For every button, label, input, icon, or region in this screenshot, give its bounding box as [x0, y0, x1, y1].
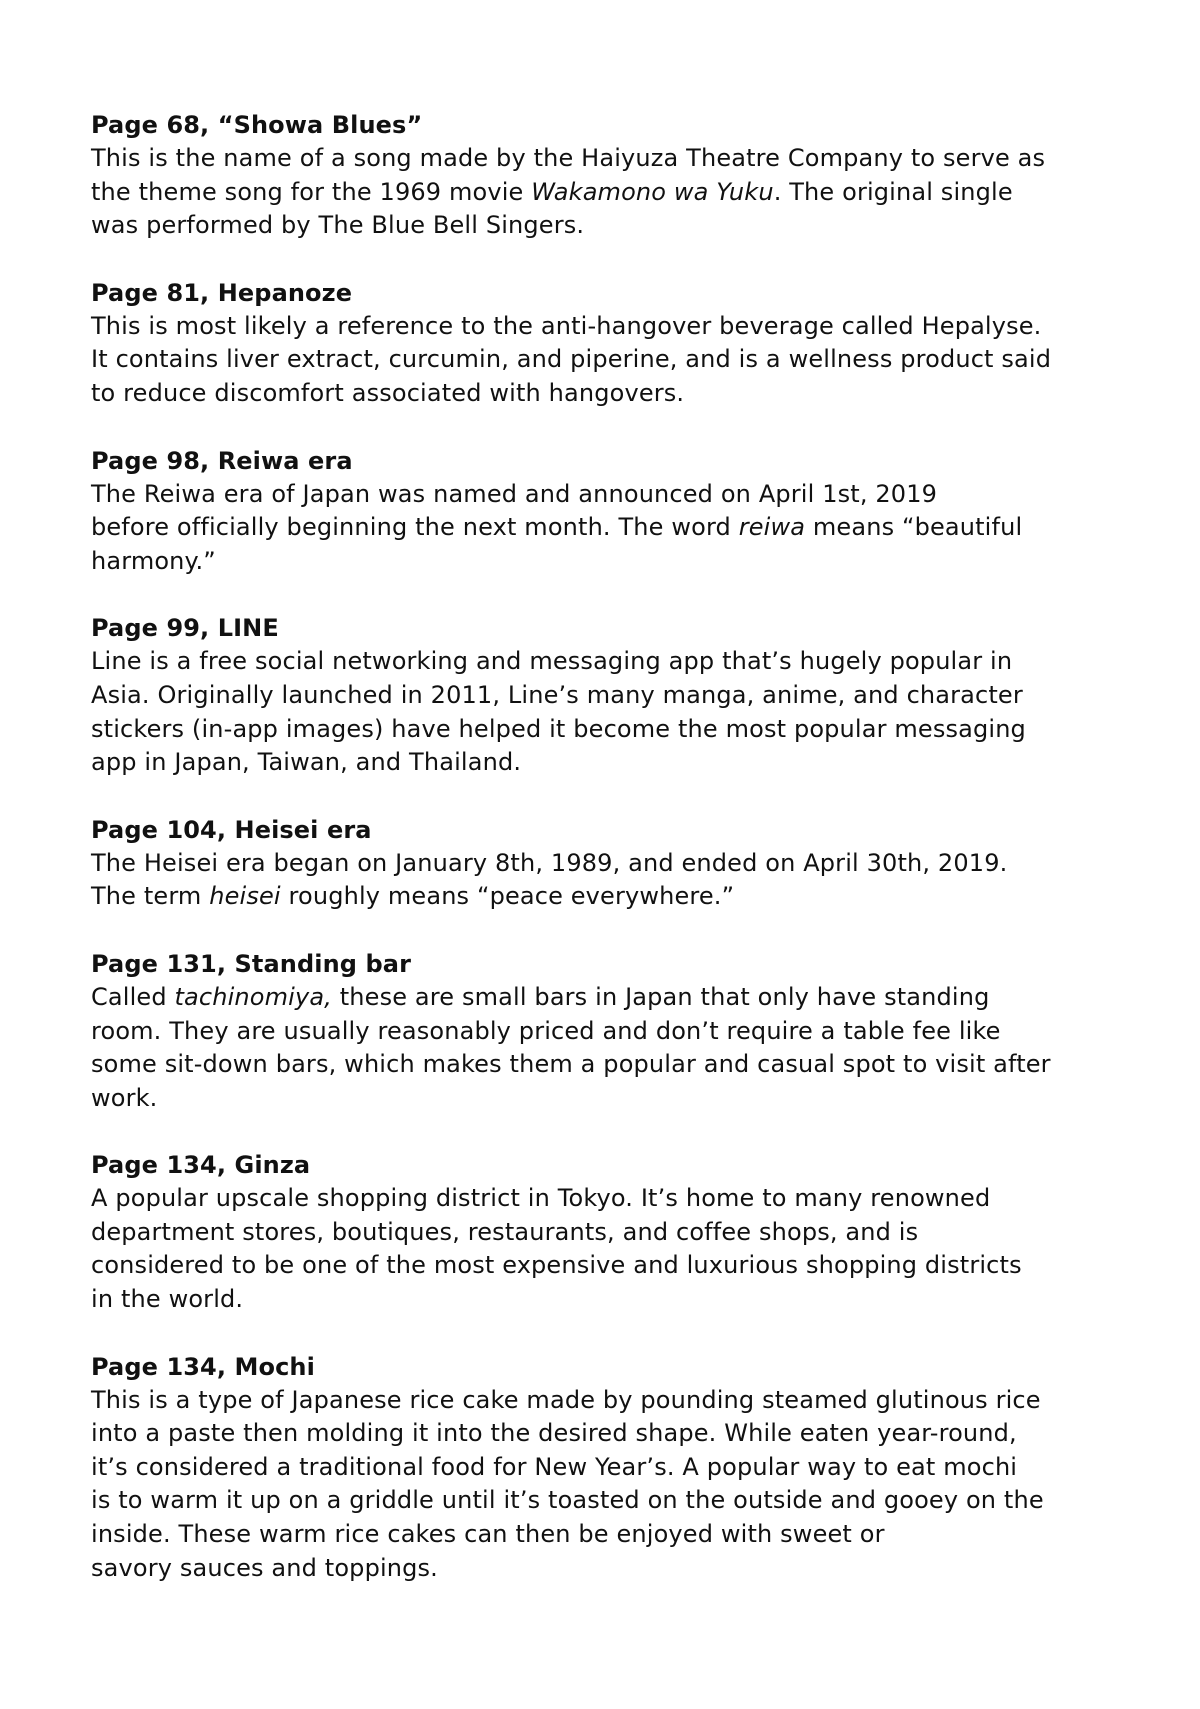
note-line — [91, 176, 1111, 210]
note-line — [91, 209, 1111, 243]
text-run: room. They are usually reasonably priced and don’t require a table fee like — [91, 1016, 1001, 1045]
note-entry — [91, 1148, 1111, 1316]
text-run: savory sauces and toppings. — [91, 1553, 438, 1582]
note-body — [91, 645, 1111, 779]
italic-term: Wakamono wa Yuku — [531, 177, 774, 206]
note-line — [91, 1417, 1111, 1451]
text-run: some sit-down bars, which makes them a popular and casual spot to visit after — [91, 1050, 1051, 1079]
text-run: considered to be one of the most expensive and luxurious shopping districts — [91, 1251, 1022, 1280]
note-body — [91, 1384, 1111, 1586]
note-line — [91, 1518, 1111, 1552]
text-run: harmony.” — [91, 546, 216, 575]
note-heading: Page 131, Standing bar — [91, 949, 412, 978]
text-run: was performed by The Blue Bell Singers. — [91, 211, 585, 240]
note-line — [91, 1249, 1111, 1283]
italic-term: tachinomiya, — [174, 982, 332, 1011]
note-heading: Page 134, Ginza — [91, 1151, 311, 1180]
note-line — [91, 1015, 1111, 1049]
text-run: Asia. Originally launched in 2011, Line’s many manga, anime, and character — [91, 680, 1023, 709]
text-run: This is most likely a reference to the anti-hangover beverage called Hepalyse. — [91, 311, 1042, 340]
note-line — [91, 310, 1111, 344]
note-line — [91, 377, 1111, 411]
text-run: This is the name of a song made by the Haiyuza Theatre Company to serve as — [91, 144, 1046, 172]
note-body — [91, 981, 1111, 1115]
note-body — [91, 310, 1111, 411]
note-entry — [91, 947, 1111, 1115]
text-run: is to warm it up on a griddle until it’s toasted on the outside and gooey on the — [91, 1486, 1044, 1515]
note-heading: Page 81, Hepanoze — [91, 278, 353, 307]
text-run: This is a type of Japanese rice cake made by pounding steamed glutinous rice — [91, 1385, 1041, 1414]
text-run: inside. These warm rice cakes can then be enjoyed with sweet or — [91, 1520, 885, 1549]
note-line — [91, 1384, 1111, 1418]
note-entry — [91, 813, 1111, 914]
text-run: Line is a free social networking and messaging app that’s hugely popular in — [91, 647, 1013, 676]
text-run: roughly means “peace everywhere.” — [280, 882, 735, 911]
text-run: means “beautiful — [805, 513, 1023, 542]
note-entry — [91, 611, 1111, 779]
note-line — [91, 1182, 1111, 1216]
note-heading: Page 98, Reiwa era — [91, 446, 353, 475]
italic-term: reiwa — [738, 513, 806, 542]
note-line — [91, 847, 1111, 881]
note-entry — [91, 444, 1111, 579]
note-line — [91, 1283, 1111, 1317]
note-line — [91, 679, 1111, 713]
note-entry — [91, 276, 1111, 411]
text-run: . The original single — [773, 177, 1013, 206]
note-line — [91, 1048, 1111, 1082]
text-run: The Reiwa era of Japan was named and announced on April 1st, 2019 — [91, 479, 938, 508]
text-run: The term — [91, 882, 210, 911]
note-line — [91, 343, 1111, 377]
note-line — [91, 645, 1111, 679]
text-run: The Heisei era began on January 8th, 1989, and ended on April 30th, 2019. — [91, 848, 1008, 877]
note-body — [91, 847, 1111, 914]
text-run: to reduce discomfort associated with hangovers. — [91, 378, 685, 407]
text-run: A popular upscale shopping district in Tokyo. It’s home to many renowned — [91, 1184, 991, 1213]
note-line — [91, 1451, 1111, 1485]
note-line — [91, 142, 1111, 176]
note-line — [91, 1082, 1111, 1116]
text-run: department stores, boutiques, restaurants, and coffee shops, and is — [91, 1217, 919, 1246]
note-line — [91, 478, 1111, 512]
text-run: the theme song for the 1969 movie — [91, 177, 532, 206]
text-run: app in Japan, Taiwan, and Thailand. — [91, 748, 522, 777]
text-run: these are small bars in Japan that only have standing — [331, 982, 990, 1011]
note-body — [91, 142, 1111, 243]
italic-term: heisei — [209, 882, 281, 911]
note-line — [91, 713, 1111, 747]
note-body — [91, 1182, 1111, 1316]
note-line — [91, 746, 1111, 780]
text-run: it’s considered a traditional food for New Year’s. A popular way to eat mochi — [91, 1452, 1018, 1481]
note-entry — [91, 1350, 1111, 1586]
note-line — [91, 981, 1111, 1015]
note-line — [91, 511, 1111, 545]
note-line — [91, 1552, 1111, 1586]
text-run: work. — [91, 1083, 158, 1112]
notes-page — [91, 108, 1111, 1618]
note-line — [91, 1484, 1111, 1518]
note-heading: Page 68, “Showa Blues” — [91, 111, 423, 139]
note-heading: Page 134, Mochi — [91, 1352, 315, 1381]
note-heading: Page 99, LINE — [91, 614, 279, 643]
text-run: stickers (in-app images) have helped it become the most popular messaging — [91, 714, 1026, 743]
note-line — [91, 1216, 1111, 1250]
note-line — [91, 545, 1111, 579]
text-run: in the world. — [91, 1285, 244, 1314]
text-run: before officially beginning the next month. The word — [91, 513, 739, 542]
note-body — [91, 478, 1111, 579]
note-heading: Page 104, Heisei era — [91, 815, 372, 844]
text-run: It contains liver extract, curcumin, and piperine, and is a wellness product said — [91, 345, 1052, 374]
text-run: into a paste then molding it into the desired shape. While eaten year-round, — [91, 1419, 1017, 1448]
note-line — [91, 880, 1111, 914]
text-run: Called — [91, 982, 175, 1011]
note-entry — [91, 108, 1111, 243]
